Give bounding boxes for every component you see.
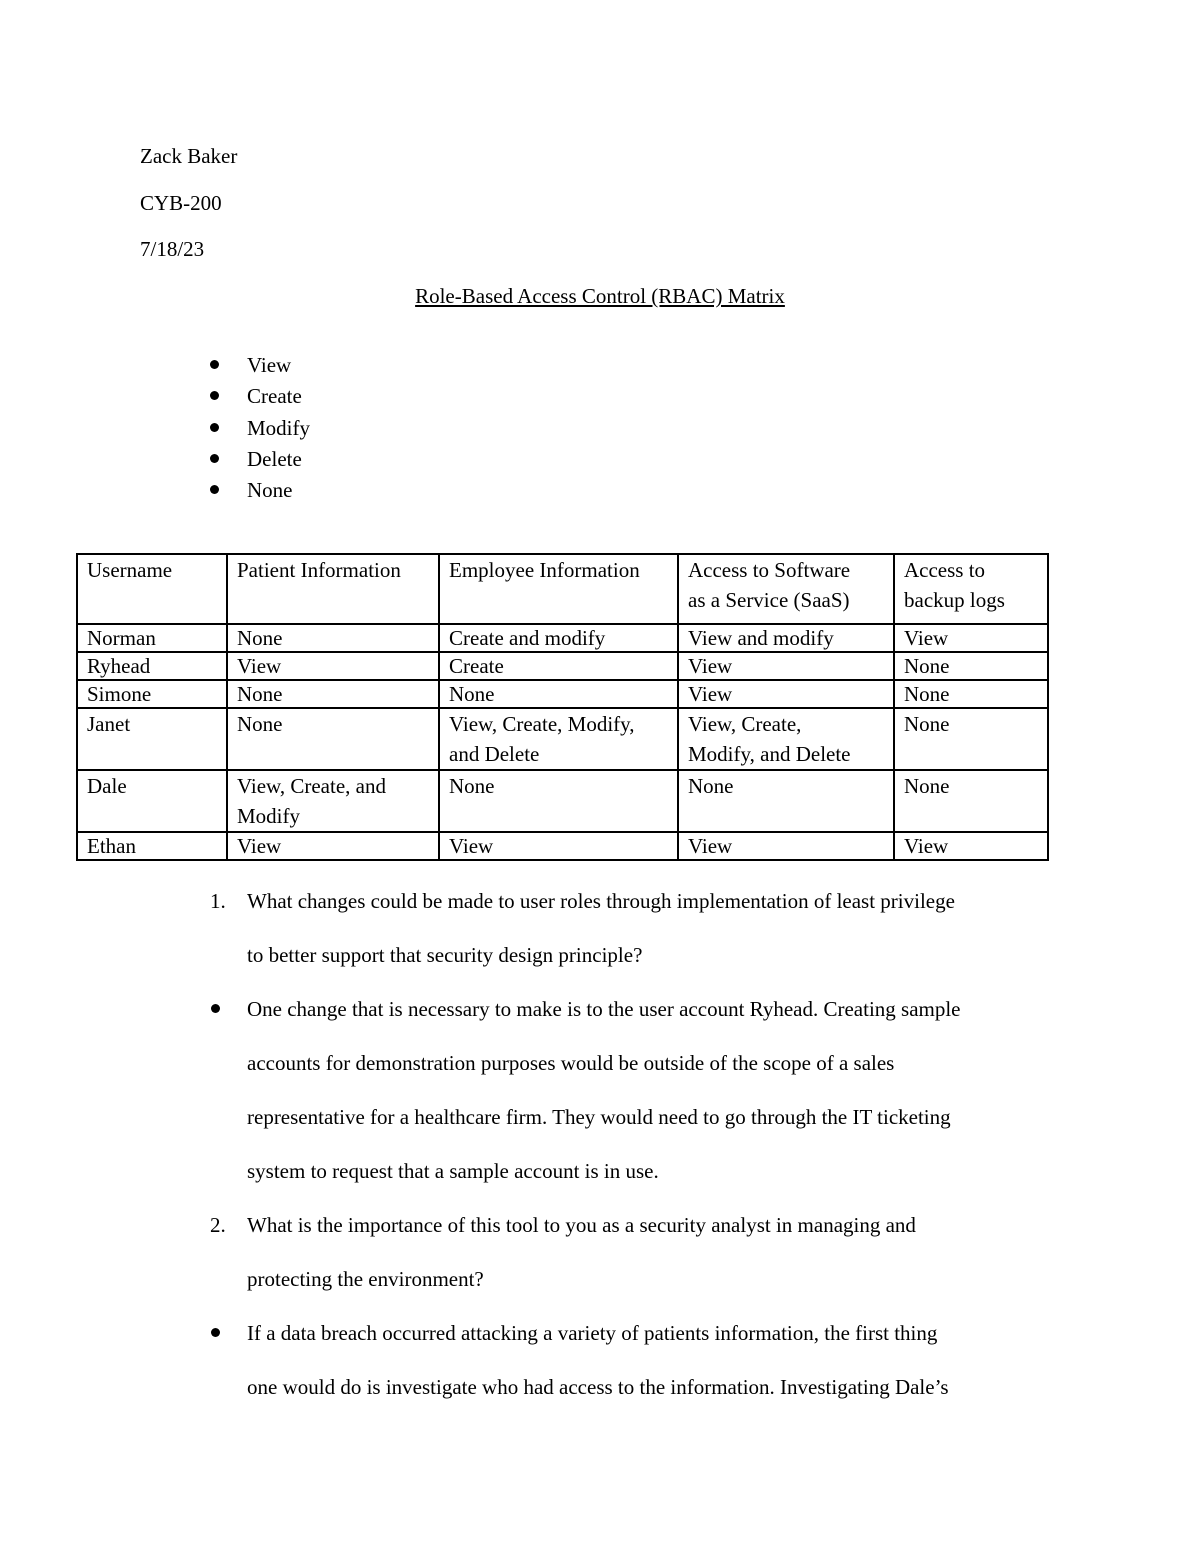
cell-backup-logs-access <box>894 680 1048 708</box>
answer-line: one would do is investigate who had access to the information. Investigating Dale’s <box>247 1375 949 1399</box>
cell-saas-access <box>678 624 894 652</box>
column-header-backup-logs-access <box>894 554 1048 624</box>
cell-text-line: Username <box>87 558 173 582</box>
cell-text-line: View <box>904 626 949 650</box>
cell-patient-information <box>227 708 439 770</box>
cell-text-line: Access to Software <box>688 558 851 582</box>
cell-text-line: View <box>688 682 733 706</box>
permission-legend-list <box>210 352 310 508</box>
cell-backup-logs-access <box>894 652 1048 680</box>
cell-text-line: Create <box>449 654 504 678</box>
answer-line: If a data breach occurred attacking a variety of patients information, the first thing <box>247 1321 938 1345</box>
cell-text-line: None <box>237 682 283 706</box>
cell-text-line: Dale <box>87 774 127 798</box>
document-date: 7/18/23 <box>140 237 205 261</box>
cell-username <box>77 652 227 680</box>
question-line: protecting the environment? <box>247 1267 484 1291</box>
bullet-icon <box>210 391 219 400</box>
legend-item: Delete <box>210 446 310 477</box>
cell-text-line: None <box>904 682 950 706</box>
cell-text-line: View <box>904 834 949 858</box>
document-title: Role-Based Access Control (RBAC) Matrix <box>415 284 785 308</box>
cell-text-line: View and modify <box>688 626 834 650</box>
column-header-employee-information <box>439 554 678 624</box>
bullet-icon <box>211 1328 220 1337</box>
cell-text-line: Ryhead <box>87 654 151 678</box>
cell-text-line: Norman <box>87 626 156 650</box>
column-header-patient-information <box>227 554 439 624</box>
table-row <box>77 652 1048 680</box>
table-row <box>77 832 1048 860</box>
answer-line: representative for a healthcare firm. They would need to go through the IT ticketing <box>247 1105 951 1129</box>
cell-text-line: View, Create, Modify, <box>449 712 635 736</box>
cell-text-line: Modify, and Delete <box>688 742 851 766</box>
bullet-icon <box>210 485 219 494</box>
author-name: Zack Baker <box>140 144 238 168</box>
cell-text-line: backup logs <box>904 588 1005 612</box>
cell-text-line: None <box>449 774 495 798</box>
bullet-icon <box>210 454 219 463</box>
table-row <box>77 680 1048 708</box>
cell-saas-access <box>678 832 894 860</box>
answer-line: One change that is necessary to make is to the user account Ryhead. Creating sample <box>247 997 961 1021</box>
cell-text-line: None <box>688 774 734 798</box>
bullet-icon <box>210 360 219 369</box>
cell-text-line: View <box>688 834 733 858</box>
question-line: to better support that security design principle? <box>247 943 643 967</box>
cell-backup-logs-access <box>894 770 1048 832</box>
bullet-icon <box>210 423 219 432</box>
cell-text-line: None <box>237 712 283 736</box>
cell-patient-information <box>227 652 439 680</box>
cell-username <box>77 770 227 832</box>
cell-employee-information <box>439 652 678 680</box>
cell-text-line: Create and modify <box>449 626 606 650</box>
cell-saas-access <box>678 652 894 680</box>
cell-patient-information <box>227 770 439 832</box>
cell-text-line: and Delete <box>449 742 540 766</box>
cell-saas-access <box>678 680 894 708</box>
cell-text-line: None <box>904 712 950 736</box>
course-code: CYB-200 <box>140 191 222 215</box>
cell-text-line: None <box>904 654 950 678</box>
cell-text-line: None <box>904 774 950 798</box>
cell-text-line: Patient Information <box>237 558 401 582</box>
cell-text-line: View, Create, and <box>237 774 386 798</box>
cell-text-line: View <box>688 654 733 678</box>
cell-text-line: View, Create, <box>688 712 802 736</box>
legend-item: None <box>210 477 310 508</box>
cell-text-line: None <box>449 682 495 706</box>
cell-text-line: Access to <box>904 558 986 582</box>
list-number: 2. <box>210 1213 226 1237</box>
column-header-saas-access <box>678 554 894 624</box>
cell-patient-information <box>227 624 439 652</box>
cell-text-line: Simone <box>87 682 152 706</box>
cell-employee-information <box>439 770 678 832</box>
cell-employee-information <box>439 832 678 860</box>
cell-saas-access <box>678 770 894 832</box>
table-row <box>77 708 1048 770</box>
cell-backup-logs-access <box>894 624 1048 652</box>
cell-employee-information <box>439 680 678 708</box>
cell-username <box>77 680 227 708</box>
column-header-username <box>77 554 227 624</box>
answer-line: system to request that a sample account is in use. <box>247 1159 659 1183</box>
cell-employee-information <box>439 708 678 770</box>
question-line: What is the importance of this tool to you as a security analyst in managing and <box>247 1213 916 1237</box>
cell-employee-information <box>439 624 678 652</box>
cell-text-line: View <box>237 654 282 678</box>
cell-username <box>77 624 227 652</box>
table-row <box>77 624 1048 652</box>
cell-backup-logs-access <box>894 832 1048 860</box>
table-row <box>77 770 1048 832</box>
cell-backup-logs-access <box>894 708 1048 770</box>
cell-text-line: as a Service (SaaS) <box>688 588 850 612</box>
list-number: 1. <box>210 889 226 913</box>
cell-username <box>77 708 227 770</box>
cell-saas-access <box>678 708 894 770</box>
cell-text-line: View <box>237 834 282 858</box>
legend-item: Create <box>210 383 310 414</box>
legend-item: Modify <box>210 415 310 446</box>
cell-text-line: View <box>449 834 494 858</box>
cell-text-line: Employee Information <box>449 558 640 582</box>
cell-patient-information <box>227 680 439 708</box>
cell-text-line: None <box>237 626 283 650</box>
cell-text-line: Janet <box>87 712 131 736</box>
table-header-row <box>77 554 1048 624</box>
answer-line: accounts for demonstration purposes would be outside of the scope of a sales <box>247 1051 895 1075</box>
rbac-matrix-table <box>76 553 1049 861</box>
question-line: What changes could be made to user roles through implementation of least privilege <box>247 889 955 913</box>
cell-text-line: Ethan <box>87 834 136 858</box>
cell-patient-information <box>227 832 439 860</box>
bullet-icon <box>211 1004 220 1013</box>
cell-text-line: Modify <box>237 804 300 828</box>
cell-username <box>77 832 227 860</box>
legend-item: View <box>210 352 310 383</box>
